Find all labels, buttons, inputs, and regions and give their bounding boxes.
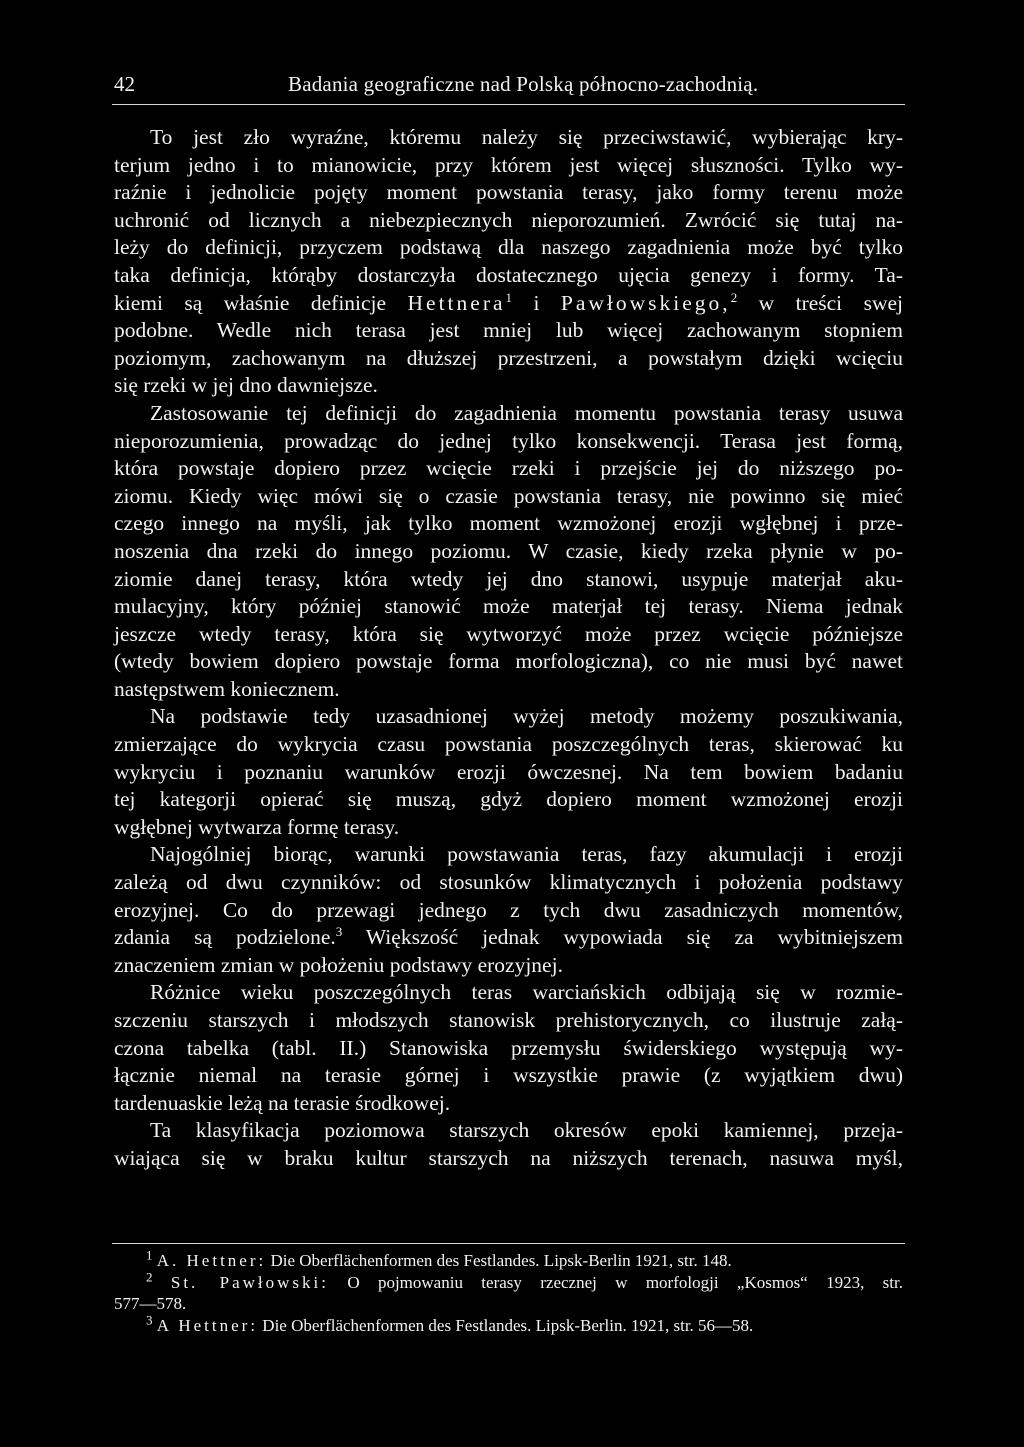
text-line: ziomu. Kiedy więc mówi się o czasie powstania terasy, nie powinno się mieć	[114, 483, 903, 508]
text-line: tej kategorji opierać się muszą, gdyż dopiero moment wzmożonej erozji	[114, 787, 903, 812]
text-line: czona tabelka (tabl. II.) Stanowiska przemysłu świderskiego występują wy-	[114, 1035, 903, 1060]
footnote-ref-2: 2	[730, 289, 738, 305]
text-line: która powstaje dopiero przez wcięcie rzeki i przejście jej do niższego po-	[114, 456, 903, 481]
text-line: mulacyjny, który później stanowić może materjał tej terasy. Niema jednak	[114, 594, 903, 619]
text-line: kiemi są właśnie definicje Hettnera$^1$ i Pawłowskiego,$^2$ w treści swej	[114, 289, 903, 315]
body-text	[114, 124, 903, 1173]
page-number: 42	[114, 72, 135, 96]
text-line: łącznie niemal na terasie górnej i wszystkie prawie (z wyjątkiem dwu)	[114, 1063, 903, 1088]
header-rule	[112, 104, 905, 105]
text-line: zdania są podzielone.$^3$ Większość jednak wypowiada się za wybitniejszem	[114, 924, 903, 950]
text-line: Najogólniej biorąc, warunki powstawania teras, fazy akumulacji i erozji	[150, 842, 903, 867]
text-line: następstwem koniecznem.	[114, 676, 340, 701]
footnote-ref-3: 3	[335, 924, 343, 940]
text-line: nieporozumienia, prowadząc do jednej tylko konsekwencji. Terasa jest formą,	[114, 428, 903, 453]
text-line: uchronić od licznych a niebezpiecznych nieporozumień. Zwrócić się tutaj na-	[114, 207, 903, 232]
author-name-hettner: Hettnera	[407, 290, 506, 315]
text-line: (wtedy bowiem dopiero powstaje forma morfologiczna), co nie musi być nawet	[114, 649, 903, 674]
text-line: Ta klasyfikacja poziomowa starszych okresów epoki kamiennej, przeja-	[150, 1118, 903, 1143]
text-line: szczeniu starszych i młodszych stanowisk prehistorycznych, co ilustruje załą-	[114, 1008, 903, 1032]
text-line: Różnice wieku poszczególnych teras warciańskich odbijają się w rozmie-	[150, 980, 903, 1005]
text-line: taka definicja, którąby dostarczyła dostatecznego ujęcia genezy i formy. Ta-	[114, 262, 903, 287]
text-line: erozyjnej. Co do przewagi jednego z tych dwu zasadniczych momentów,	[114, 897, 903, 922]
text-line: noszenia dna rzeki do innego poziomu. W czasie, kiedy rzeka płynie w po-	[114, 538, 903, 563]
text-line: wiająca się w braku kultur starszych na niższych terenach, nasuwa myśl,	[114, 1145, 903, 1170]
text-line: leży do definicji, przyczem podstawą dla naszego zagadnienia może być tylko	[114, 235, 903, 260]
text-line: się rzeki w jej dno dawniejsze.	[114, 373, 378, 398]
text-line: poziomym, zachowanym na dłuższej przestrzeni, a powstałym dzięki wcięciu	[114, 345, 903, 370]
footnote-ref-1: 1	[505, 289, 513, 305]
text-line: ziomie danej terasy, która wtedy jej dno stanowi, usypuje materjał aku-	[114, 566, 903, 591]
author-name-pawlowski: Pawłowskiego,	[560, 290, 731, 315]
page-header	[114, 72, 904, 97]
text-line: czego innego na myśli, jak tylko moment wzmożonej erozji wgłębnej i prze-	[114, 511, 903, 536]
footnotes	[114, 1247, 903, 1336]
text-line: jeszcze wtedy terasy, która się wytworzyć może przez wcięcie późniejsze	[114, 621, 903, 646]
text-line: raźnie i jednolicie pojęty moment powstania terasy, jako formy terenu może	[114, 180, 903, 205]
footnote-1: $^1$ A. Hettner: Die Oberflächenformen des Festlandes. Lipsk-Berlin 1921, str. 148.	[146, 1247, 732, 1270]
footnote-rule	[112, 1243, 905, 1244]
text-line: Na podstawie tedy uzasadnionej wyżej metody możemy poszukiwania,	[150, 704, 903, 729]
text-line: wgłębnej wytwarza formę terasy.	[114, 814, 400, 839]
text-line: terjum jedno i to mianowicie, przy którem jest więcej słuszności. Tylko wy-	[114, 152, 903, 177]
footnote-3: $^3$ A Hettner: Die Oberflächenformen des Festlandes. Lipsk-Berlin. 1921, str. 56—58.	[146, 1311, 754, 1335]
text-line: To jest zło wyraźne, któremu należy się przeciwstawić, wybierając kry-	[150, 125, 903, 149]
text-line: wykryciu i poznaniu warunków erozji ówczesnej. Na tem bowiem badaniu	[114, 759, 903, 784]
running-title: Badania geograficzne nad Polską północno-zachodnią.	[288, 72, 759, 96]
footnote-2: $^2$ St. Pawłowski: O pojmowaniu terasy rzecznej w morfologji „Kosmos“ 1923, str.	[146, 1268, 903, 1292]
footnote-2-continuation: 577—578.	[114, 1294, 187, 1313]
text-line: zależą od dwu czynników: od stosunków klimatycznych i położenia podstawy	[114, 870, 903, 895]
text-line: podobne. Wedle nich terasa jest mniej lub więcej zachowanym stopniem	[114, 318, 903, 343]
text-line: zmierzające do wykrycia czasu powstania poszczególnych teras, skierować ku	[114, 732, 903, 757]
text-line: tardenuaskie leżą na terasie środkowej.	[114, 1090, 451, 1115]
text-line: znaczeniem zmian w położeniu podstawy erozyjnej.	[114, 952, 563, 977]
text-line: Zastosowanie tej definicji do zagadnienia momentu powstania terasy usuwa	[150, 400, 903, 425]
